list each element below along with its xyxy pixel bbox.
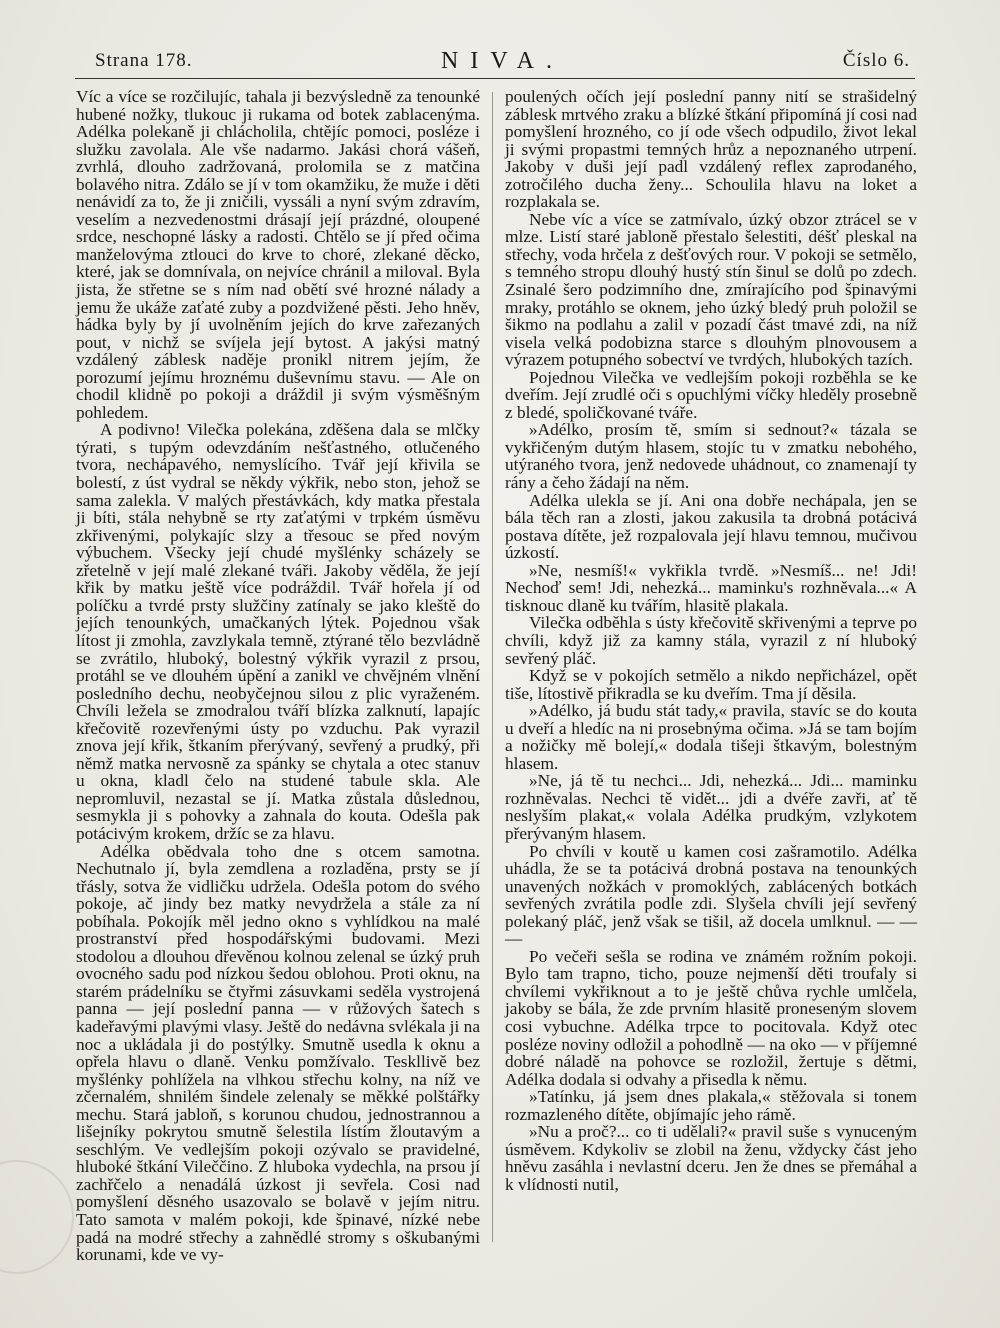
paragraph: Nebe víc a více se zatmívalo, úzký obzor ztrácel se v mlze. Listí staré jabloně přestalo šelestiti, déšť pleskal na střechy, voda hrčela z dešťových rour. V pokoji se setmělo, s temného stropu dlouhý hustý stín šinul se dolů po zdech. Zsinalé šero podzimního dne, zmírajícího pod špinavými mraky, protáhlo se oknem, jeho úzký bledý pruh položil se šikmo na podlahu a zalil v pozadí část tmavé zdi, na níž visela velká podobizna starce s dlouhým plnovousem a výrazem potupného sobectví ve tvrdých, hlubokých tazích. <box>505 209 917 370</box>
paragraph: Po chvíli v koutě u kamen cosi zašramotilo. Adélka uhádla, že se ta potácivá drobná postava na tenounkých unavených nožkách v promoklých, zablácených botkách sevřených zvrátila podle zdi. Slyšela chvíli její sevřený polekaný pláč, jenž však se tišil, až docela umlknul. — — — <box>505 841 917 949</box>
paragraph: »Nu a proč?... co ti udělali?« pravil suše s vynuceným úsměvem. Kdykoliv se zlobil na ženu, vždycky část jeho hněvu zasáhla i nevlastní dceru. Jen že dnes se přemáhal a k vlídnosti nutil, <box>505 1122 917 1194</box>
right-column <box>505 88 917 1193</box>
paragraph: »Adélko, prosím tě, smím si sednout?« tázala se vykřičeným dutým hlasem, stojíc tu v zmatku nebohého, utýraného tvora, jenž nedovede uhádnout, co znamenají ty rány a čeho žádají na něm. <box>505 420 917 493</box>
paragraph: A podivno! Vilečka polekána, zděšena dala se mlčky týrati, s tupým odevzdáním nešťastného, otlučeného tvora, nechápavého, nemyslícího. Tvář její křivila se bolestí, z úst vydral se někdy výkřik, nebo ston, jehož se sama zalekla. V malých přestávkách, kdy matka přestala ji bíti, stála nehybně se rty zaťatými v trpkém úsměvu zkřivenými, polykajíc slzy a třesouc se před novým výbuchem. Všecky její chudé myšlénky scházely se zřetelně v její malé zlekané tváři. Jakoby věděla, že její křik by matku ještě více podráždil. Tvář hořela jí od políčku a tvrdé prsty služčiny zatínaly se jako kleště do jejích tenounkých, umačkaných lýtek. Pojednou však lítost ji zmohla, zavzlykala temně, ztýrané tělo bezvládně se zvrátilo, hluboký, bolestný výkřik vyrazil z prsou, protáhl se ve dlouhém úpění a zanikl ve chvějném vlnění posledního dechu, neobyčejnou silou z plic vyraženém. Chvíli ležela se zmodralou tváří blízka zalknutí, lapajíc křečovitě rozevřenými ústy po vzduchu. Pak vyrazil znova její křik, štkaním přerývaný, sevřený a prudký, při němž matka nervosně za spánky se chytala a otec stanuv u okna, kladl čelo na studené tabule skla. Ale nepromluvil, nezastal se jí. Matka zůstala důslednou, sesmykla ji s pohovky a zahnala do kouta. Odešla pak potácivým krokem, držíc se za hlavu. <box>76 420 480 843</box>
paragraph: »Ne, já tě tu nechci... Jdi, nehezká... Jdi... maminku rozhněvalas. Nechci tě vidět... jdi a dvéře zavři, ať tě neslyším plakat,« volala Adélka prudkým, vzlykotem přerývaným hlasem. <box>505 771 917 843</box>
paragraph: »Tatínku, já jsem dnes plakala,« stěžovala si tonem rozmazleného dítěte, objímajíc jeho rámě. <box>505 1087 917 1124</box>
paragraph: Adélka obědvala toho dne s otcem samotna. Nechutnalo jí, byla zemdlena a rozladěna, prsty se jí třásly, sotva že vidličku udržela. Odešla potom do svého pokoje, ač jindy bez matky nevydržela a stále za ní pobíhala. Pokojík měl jedno okno s vyhlídkou na malé prostranství před hospodářskými budovami. Mezi stodolou a dlouhou dřevěnou kolnou zelenal se úzký pruh ovocného sadu pod nízkou šedou oblohou. Proti oknu, na starém prádelníku se čtyřmi zásuvkami seděla vystrojená panna — její poslední panna — v růžových šatech s kadeřavými plavými vlasy. Ještě do nedávna svlékala ji na noc a ukládala ji do postýlky. Smutně usedla k oknu a opřela hlavu o dlaně. Venku pomžívalo. Teskllivě bez myšlénky pohlížela na vlhkou střechu kolny, na níž ve zčernalém, shnilém šindele zelenaly se měkké polštářky mechu. Stará jabloň, s korunou chudou, jednostrannou a lišejníky pokrytou smutně šelestila lístím žloutavým a seschlým. Ve vedlejším pokoji ozývalo se pravidelné, hluboké štkání Vileččino. Z hluboka vydechla, na prsou jí zachřčelo a nenadálá úzkost ji sevřela. Cosi nad pomyšlení děsného usazovalo se bolavě v jejím nitru. Tato samota v malém pokoji, kde špinavé, nízké nebe padá na modré střechy a zahnědlé stromy s oškubanými korunami, kde ve vy- <box>76 841 480 1265</box>
paragraph: Vilečka odběhla s ústy křečovitě skřivenými a teprve po chvíli, když již za kamny stála, vyrazil z ní hluboký sevřený pláč. <box>505 613 917 668</box>
paragraph: »Adélko, já budu stát tady,« pravila, stavíc se do kouta u dveří a hledíc na ni prosebnýma očima. »Já se tam bojím a nožičky mě bolejí,« dodala tišeji štkavým, bolestným hlasem. <box>505 701 917 773</box>
paragraph: Adélka ulekla se jí. Ani ona dobře nechápala, jen se bála těch ran a zlosti, jakou zakusila ta drobná potácivá postava dítěte, jež rozpalovala její hlavu temnou, mučivou úzkostí. <box>505 490 917 563</box>
header-rule <box>75 78 915 79</box>
paragraph: »Ne, nesmíš!« vykřikla tvrdě. »Nesmíš... ne! Jdi! Nechoď sem! Jdi, nehezká... maminku's rozhněvala...« A tisknouc dlaně ku tvářím, hlasitě plakala. <box>505 560 917 615</box>
paragraph: Pojednou Vilečka ve vedlejším pokoji rozběhla se ke dveřím. Její zrudlé oči s opuchlými víčky hleděly prosebně z bledé, spoličkované tváře. <box>505 367 917 422</box>
issue-number: Číslo 6. <box>842 50 910 71</box>
left-column <box>76 88 480 1264</box>
paragraph: Po večeři sešla se rodina ve známém rožním pokoji. Bylo tam trapno, ticho, pouze nejmenší děti troufaly si chvílemi vykřiknout a to je ještě chůva rychle umlčela, jakoby se bála, že zde prvním hlasitě proneseným slovem cosi vybuchne. Adélka trpce to pocitovala. Když otec posléze noviny odložil a pohodlně — na oko — v příjemné dobré náladě na pohovce se rozložil, žertuje s dětmi, Adélka dodala si odvahy a přisedla k němu. <box>505 946 917 1089</box>
paragraph: Když se v pokojích setmělo a nikdo nepřicházel, opět tiše, lítostivě přikradla se ku dveřím. Tma jí děsila. <box>505 666 917 703</box>
paragraph: poulených očích její poslední panny nití se strašidelný záblesk mrtvého zraku a blízké štkání připomíná jí cosi nad pomyšlení hrozného, co jí ode všech odpudilo, život lekal ji svými propastmi temných hrůz a nepoznaného utrpení. Jakoby v duši její padl vzdálený reflex zaprodaného, zotročilého ducha ženy... Schoulila hlavu na loket a rozplakala se. <box>505 87 917 212</box>
library-stamp <box>0 1160 74 1274</box>
journal-title: NIVA. <box>441 48 564 74</box>
page-header <box>95 48 910 74</box>
column-divider <box>492 92 493 1242</box>
paragraph: Víc a více se rozčilujíc, tahala ji bezvýsledně za tenounké hubené nožky, tlukouc ji rukama od botek zablacenýma. Adélka polekaně ji chlácholila, chtějíc pomoci, posléze i služku zavolala. Ale vše nadarmo. Jakási chorá vášeň, zvrhlá, dlouho zadržovaná, prolomila se z matčina bolavého nitra. Zdálo se jí v tom okamžiku, že muže i děti nenávidí za to, že ji zničili, vyssáli a nyní svým zdravím, veselím a nezvedenostmi drásají její prázdné, oloupené srdce, neschopné lásky a radosti. Chtělo se jí před očima manželovýma ztlouci do krve to choré, zlekané děcko, které, jak se domnívala, on nejvíce chránil a miloval. Byla jista, že střetne se s ním nad obětí své hrozné nálady a jemu že ukáže zaťaté zuby a pozdvižené pěsti. Jeho hněv, hádka byly by jí uvolněním jejích do krve zařezaných pout, v nichž se svíjela její bytost. A jakýsi matný vzdálený záblesk naděje pronikl nitrem jejím, že porozumí jejímu hroznému duševnímu stavu. — Ale on chodil klidně po pokoji a dráždil ji svým výsměšným pohledem. <box>76 87 480 422</box>
page-number: Strana 178. <box>95 50 193 71</box>
